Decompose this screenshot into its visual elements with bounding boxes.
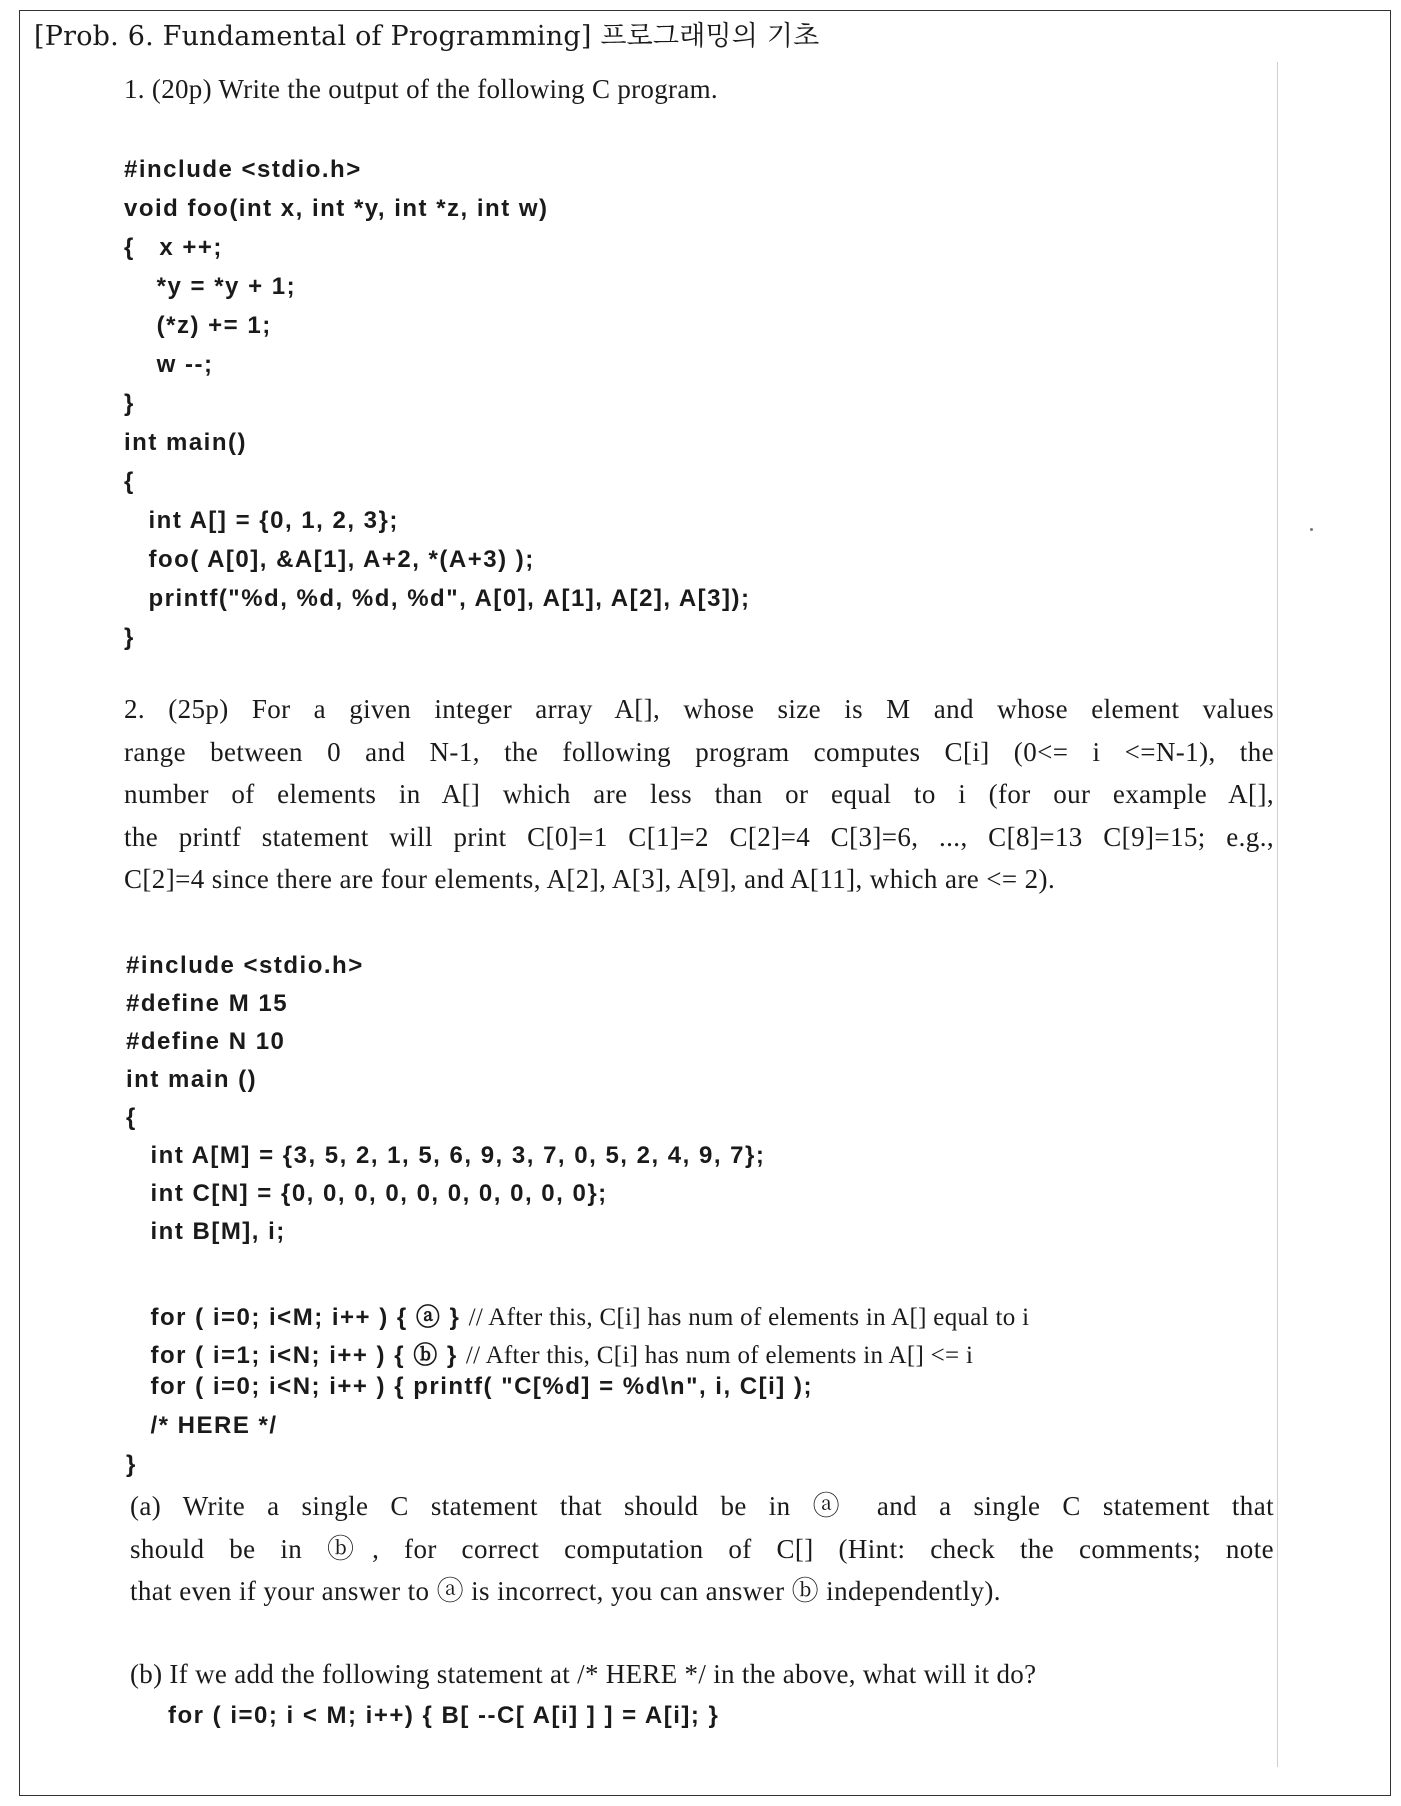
q1-code-line-3: *y = *y + 1; xyxy=(124,273,297,300)
q1-code-line-12: } xyxy=(124,624,135,651)
q2-code-line-6: int C[N] = {0, 0, 0, 0, 0, 0, 0, 0, 0, 0}; xyxy=(126,1180,608,1207)
q1-code-line-2: { x ++; xyxy=(124,234,223,261)
q2-para-line-4: C[2]=4 since there are four elements, A[2], A[3], A[9], and A[11], which are <= 2). xyxy=(124,864,1056,894)
q1-code-line-0: #include <stdio.h> xyxy=(124,156,362,183)
q1-code-line-5: w --; xyxy=(124,351,214,378)
q2-part-b-question: (b) If we add the following statement at /* HERE */ in the above, what will it do? xyxy=(130,1659,1037,1689)
q2-part-a-line-2: that even if your answer to ⓐ is incorrect, you can answer ⓑ independently). xyxy=(130,1576,1001,1606)
q2-loop-b: for ( i=1; i<N; i++ ) { ⓑ } xyxy=(126,1342,458,1369)
q2-code-line-12: /* HERE */ xyxy=(126,1412,278,1439)
q1-code-line-7: int main() xyxy=(124,429,247,456)
q2-code-line-1: #define M 15 xyxy=(126,990,289,1017)
q1-code-line-1: void foo(int x, int *y, int *z, int w) xyxy=(124,195,549,222)
q2-code-line-11: for ( i=0; i<N; i++ ) { printf( "C[%d] = %d\n", i, C[i] ); xyxy=(126,1373,813,1400)
q2-code-line-10 xyxy=(126,1335,973,1370)
q2-code-line-5: int A[M] = {3, 5, 2, 1, 5, 6, 9, 3, 7, 0, 5, 2, 4, 9, 7}; xyxy=(126,1142,766,1169)
q2-code-line-0: #include <stdio.h> xyxy=(126,952,364,979)
q2-code-line-7: int B[M], i; xyxy=(126,1218,286,1245)
q2-code-line-3: int main () xyxy=(126,1066,258,1093)
q1-code-line-9: int A[] = {0, 1, 2, 3}; xyxy=(124,507,399,534)
q2-loop-a: for ( i=0; i<M; i++ ) { ⓐ } xyxy=(126,1304,461,1331)
q2-code-line-9 xyxy=(126,1297,1029,1332)
q2-para-line-3: the printf statement will print C[0]=1 C[1]=2 C[2]=4 C[3]=6, ..., C[8]=13 C[9]=15; e.g., xyxy=(124,821,1274,852)
q2-part-b-code: for ( i=0; i < M; i++) { B[ --C[ A[i] ] ] = A[i]; } xyxy=(168,1702,720,1729)
q1-code-line-10: foo( A[0], &A[1], A+2, *(A+3) ); xyxy=(124,546,535,573)
q1-code-line-4: (*z) += 1; xyxy=(124,312,272,339)
q2-para-line-0: 2. (25p) For a given integer array A[], whose size is M and whose element values xyxy=(124,694,1274,724)
q2-para-line-2: number of elements in A[] which are less than or equal to i (for our example A[], xyxy=(124,779,1274,809)
q2-para-line-1: range between 0 and N-1, the following program computes C[i] (0<= i <=N-1), the xyxy=(124,736,1274,767)
q2-code-line-13: } xyxy=(126,1451,137,1478)
q2-part-a xyxy=(130,1485,1274,1613)
q2-code-line-2: #define N 10 xyxy=(126,1028,286,1055)
q1-code-line-11: printf("%d, %d, %d, %d", A[0], A[1], A[2], A[3]); xyxy=(124,585,751,612)
q2-part-a-line-0: (a) Write a single C statement that should be in ⓐ and a single C statement that xyxy=(130,1491,1274,1521)
q2-comment-b: // After this, C[i] has num of elements in A[] <= i xyxy=(465,1342,974,1369)
scan-speck xyxy=(1310,528,1313,531)
q2-comment-a: // After this, C[i] has num of elements in A[] equal to i xyxy=(468,1304,1030,1331)
q1-code-line-8: { xyxy=(124,468,135,495)
margin-rule xyxy=(1277,62,1278,1767)
problem-header: [Prob. 6. Fundamental of Programming] 프로그래밍의 기초 xyxy=(34,21,820,52)
q2-paragraph xyxy=(124,688,1274,901)
q1-prompt: 1. (20p) Write the output of the following C program. xyxy=(124,74,718,104)
q2-part-a-line-1: should be in ⓑ, for correct computation of C[] (Hint: check the comments; note xyxy=(130,1533,1274,1564)
q2-code-line-4: { xyxy=(126,1104,137,1131)
q1-code-line-6: } xyxy=(124,390,135,417)
